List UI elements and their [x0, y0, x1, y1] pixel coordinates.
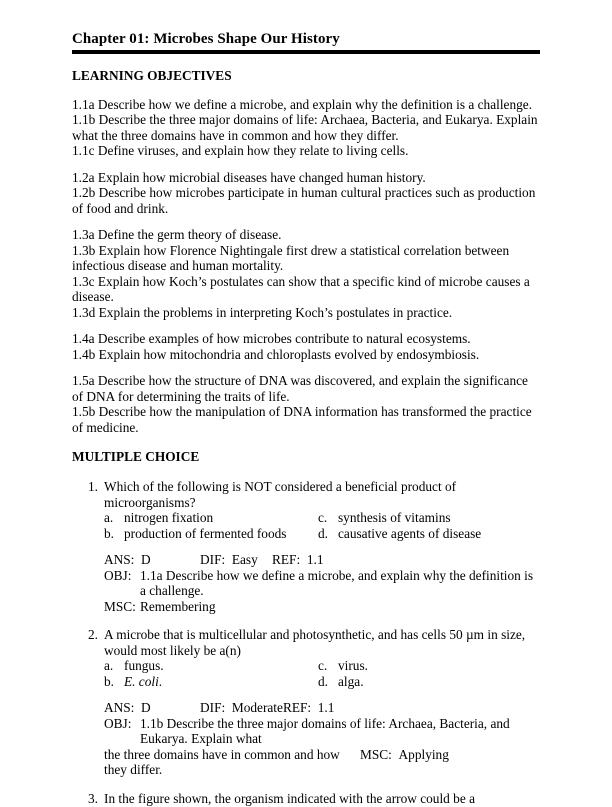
objective-line: 1.1b Describe the three major domains of life: Archaea, Bacteria, and Eukarya. Explain what the three domains have in common and how they differ.: [72, 112, 538, 143]
spacer: [72, 464, 540, 479]
objective-line: 1.3d Explain the problems in interpreting Koch’s postulates in practice.: [72, 304, 453, 320]
obj-label: OBJ:: [104, 567, 132, 583]
objective-line: 1.5b Describe how the manipulation of DNA information has transformed the practice of medicine.: [72, 404, 532, 435]
document-body: [72, 68, 540, 807]
answer-metadata: [104, 700, 540, 778]
option-letter: d.: [318, 525, 328, 541]
objective-line: 1.3a Define the germ theory of disease.: [72, 227, 282, 243]
ref-value: 1.1: [317, 700, 335, 716]
question-body: [104, 791, 540, 807]
option-letter: a.: [104, 658, 114, 674]
dif-value: Moderate: [231, 700, 283, 716]
dif-label: DIF:: [200, 552, 226, 568]
option-text-italic: E. coli: [124, 673, 159, 689]
ans-value: D: [141, 700, 151, 716]
question-number: 1.: [88, 479, 98, 495]
obj-value: 1.1b Describe the three major domains of life: Archaea, Bacteria, and Eukarya. Explain what: [140, 715, 510, 747]
spacer: [72, 320, 540, 331]
question-body: [104, 627, 540, 778]
answer-options: [104, 658, 540, 689]
objective-group-5: [72, 373, 540, 435]
option-c[interactable]: [318, 510, 532, 526]
spacer: [72, 362, 540, 373]
ans-field: [104, 552, 200, 568]
objective-line: 1.1a Describe how we define a microbe, and explain why the definition is a challenge.: [72, 96, 533, 112]
answer-summary-row: [104, 700, 540, 716]
option-letter: c.: [318, 658, 328, 674]
objective-wrap-row: [104, 747, 540, 778]
objective-line: 1.2a Explain how microbial diseases have changed human history.: [72, 169, 426, 185]
option-c[interactable]: [318, 658, 532, 674]
option-text: [124, 674, 318, 690]
question-item: [72, 791, 540, 807]
option-d[interactable]: [318, 674, 532, 690]
option-letter: b.: [104, 673, 114, 689]
option-row: [104, 526, 540, 542]
msc-label: MSC:: [104, 598, 136, 614]
option-letter: a.: [104, 510, 114, 526]
msc-value: Applying: [398, 746, 449, 762]
dif-label: DIF:: [200, 700, 226, 716]
spacer: [72, 436, 540, 449]
option-d[interactable]: [318, 526, 532, 542]
option-text: causative agents of disease: [338, 525, 482, 541]
spacer: [72, 778, 540, 791]
option-text-tail: .: [158, 673, 163, 689]
objective-row: [104, 568, 540, 599]
question-body: [104, 479, 540, 614]
question-stem: In the figure shown, the organism indicated with the arrow could be a: [104, 791, 475, 806]
ans-field: [104, 700, 200, 716]
ref-label: REF:: [272, 552, 301, 568]
spacer: [72, 84, 540, 97]
msc-field: [360, 747, 540, 778]
obj-value: 1.1a Describe how we define a microbe, and explain why the definition is a challenge.: [140, 567, 534, 599]
option-row: [104, 674, 540, 690]
dif-field: [200, 552, 272, 568]
question-number: 3.: [88, 791, 98, 806]
option-letter: c.: [318, 510, 328, 526]
question-stem: A microbe that is multicellular and photosynthetic, and has cells 50 µm in size, would most likely be a(n): [104, 627, 526, 658]
ans-label: ANS:: [104, 552, 135, 568]
option-a[interactable]: [104, 658, 318, 674]
objective-line: 1.4b Explain how mitochondria and chloroplasts evolved by endosymbiosis.: [72, 346, 480, 362]
option-row: [104, 510, 540, 526]
msc-value: Remembering: [140, 598, 216, 614]
answer-options: [104, 510, 540, 541]
objective-line: 1.3c Explain how Koch’s postulates can show that a specific kind of microbe causes a disease.: [72, 273, 530, 305]
spacer: [104, 541, 540, 552]
objective-group-3: [72, 227, 540, 320]
option-row: [104, 658, 540, 674]
option-letter: b.: [104, 525, 114, 541]
chapter-title: Chapter 01: Microbes Shape Our History: [72, 31, 340, 47]
option-letter: d.: [318, 673, 328, 689]
learning-objectives-heading: LEARNING OBJECTIVES: [72, 68, 232, 83]
dif-value: Easy: [231, 552, 258, 568]
obj-value-continued: the three domains have in common and how they differ.: [104, 746, 340, 778]
spacer: [72, 159, 540, 170]
objective-group-2: [72, 170, 540, 217]
objective-line: 1.2b Describe how microbes participate in human cultural practices such as production of food and drink.: [72, 185, 536, 216]
question-number: 2.: [88, 627, 98, 643]
objective-line: 1.5a Describe how the structure of DNA was discovered, and explain the significance of DNA for determining the traits of life.: [72, 373, 528, 404]
msc-row: [104, 599, 540, 615]
option-text: alga.: [338, 673, 364, 689]
objective-group-4: [72, 331, 540, 362]
page-header: [72, 31, 540, 54]
ref-field: [283, 700, 335, 716]
spacer: [72, 614, 540, 627]
ref-label: REF:: [282, 700, 312, 716]
answer-summary-row: [104, 552, 540, 568]
spacer: [72, 216, 540, 227]
question-item: [72, 479, 540, 614]
option-b[interactable]: [104, 526, 318, 542]
ans-label: ANS:: [104, 700, 135, 716]
ans-value: D: [141, 552, 151, 568]
option-text: virus.: [338, 658, 368, 674]
option-a[interactable]: [104, 510, 318, 526]
question-item: [72, 627, 540, 778]
objective-row: [104, 716, 540, 747]
option-text: nitrogen fixation: [124, 510, 214, 526]
option-text: fungus.: [124, 658, 164, 674]
objective-line: 1.4a Describe examples of how microbes contribute to natural ecosystems.: [72, 331, 471, 347]
option-text: production of fermented foods: [124, 525, 287, 541]
question-stem: Which of the following is NOT considered a beneficial product of microorganisms?: [104, 479, 457, 510]
ref-field: [272, 552, 324, 568]
objective-line: 1.1c Define viruses, and explain how they relate to living cells.: [72, 143, 409, 159]
answer-metadata: [104, 552, 540, 614]
objective-line: 1.3b Explain how Florence Nightingale first drew a statistical correlation between infectious disease and human mortality.: [72, 242, 510, 274]
dif-field: [200, 700, 283, 716]
spacer: [104, 689, 540, 700]
objective-group-1: [72, 97, 540, 159]
msc-label: MSC:: [360, 746, 392, 762]
option-b[interactable]: [104, 674, 318, 690]
obj-label: OBJ:: [104, 715, 132, 731]
ref-value: 1.1: [306, 552, 324, 568]
multiple-choice-heading: MULTIPLE CHOICE: [72, 448, 200, 464]
option-text: synthesis of vitamins: [338, 510, 451, 526]
header-rule: [72, 50, 540, 54]
